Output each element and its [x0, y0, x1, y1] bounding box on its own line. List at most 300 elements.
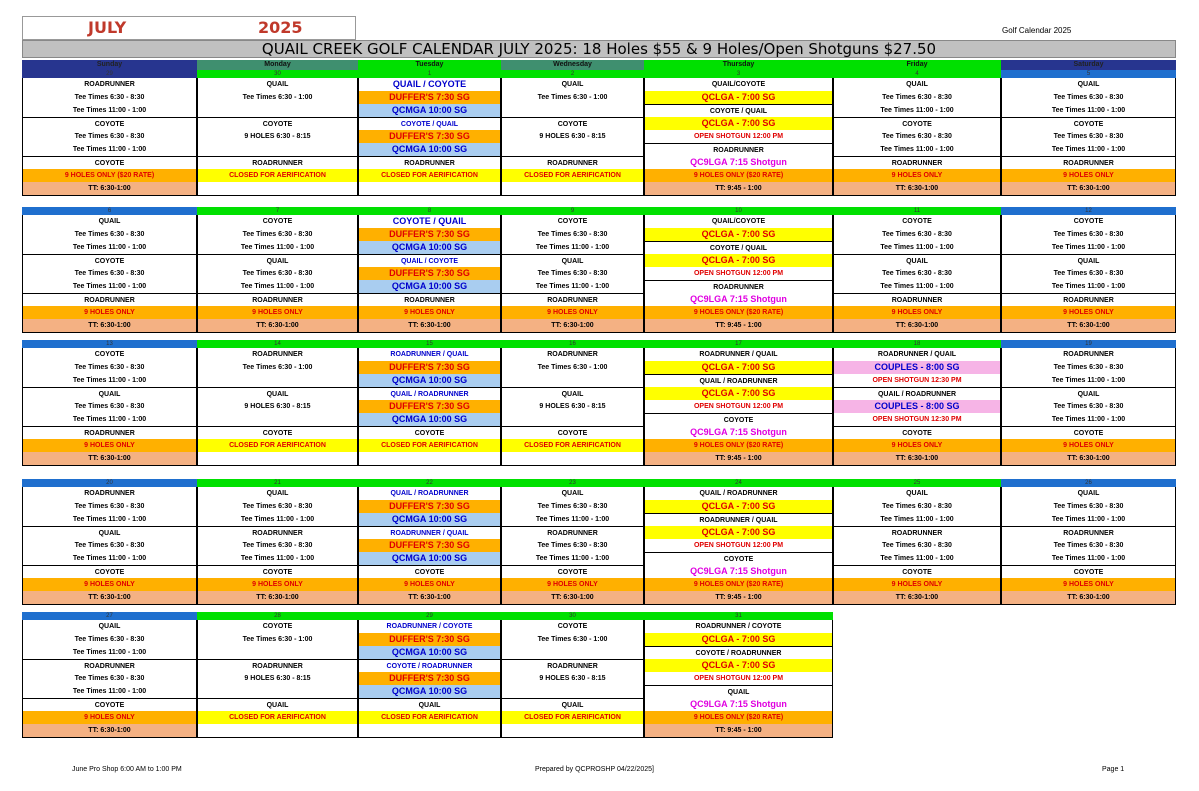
schedule-line: ROADRUNNER — [547, 351, 598, 358]
calendar-grid — [22, 60, 1176, 744]
schedule-line: QUAIL — [502, 387, 643, 401]
day-cell[interactable] — [358, 348, 501, 466]
schedule-line: QCMGA 10:00 SG — [359, 513, 500, 526]
schedule-line: CLOSED FOR AERIFICATION — [502, 439, 643, 452]
date-number: 23 — [501, 479, 644, 487]
schedule-line: Tee Times 11:00 - 1:00 — [72, 688, 147, 695]
schedule-line: OPEN SHOTGUN 12:00 PM — [693, 403, 784, 410]
schedule-line: QCLGA - 7:00 SG — [645, 254, 832, 267]
schedule-line: Tee Times 6:30 - 8:30 — [74, 94, 145, 101]
schedule-line: Tee Times 6:30 - 8:30 — [1053, 270, 1124, 277]
schedule-line: ROADRUNNER — [645, 143, 832, 157]
date-number: 31 — [644, 612, 833, 620]
schedule-line: ROADRUNNER — [23, 293, 196, 307]
schedule-line: Tee Times 11:00 - 1:00 — [1051, 283, 1126, 290]
day-cell[interactable] — [197, 487, 358, 605]
schedule-line: ROADRUNNER — [834, 293, 1000, 307]
schedule-line: QCLGA - 7:00 SG — [645, 91, 832, 104]
schedule-line: Tee Times 11:00 - 1:00 — [240, 516, 315, 523]
date-number: 12 — [1001, 207, 1176, 215]
day-cell[interactable] — [501, 215, 644, 333]
schedule-line: Tee Times 6:30 - 1:00 — [242, 636, 313, 643]
schedule-line: QUAIL — [1002, 387, 1175, 401]
calendar-title: QUAIL CREEK GOLF CALENDAR JULY 2025: 18 Holes $55 & 9 Holes/Open Shotguns $27.50 — [22, 40, 1176, 58]
day-header-sunday: Sunday — [22, 60, 197, 70]
day-cell[interactable] — [1001, 215, 1176, 333]
day-cell[interactable] — [22, 620, 197, 738]
schedule-line — [502, 104, 643, 117]
schedule-line: QUAIL / ROADRUNNER — [645, 374, 832, 388]
date-number: 10 — [644, 207, 833, 215]
schedule-line: 9 HOLES ONLY — [1002, 169, 1175, 182]
schedule-line — [198, 452, 357, 465]
schedule-line: Tee Times 6:30 - 8:30 — [537, 231, 608, 238]
day-cell[interactable] — [644, 348, 833, 466]
schedule-line: ROADRUNNER — [1063, 351, 1114, 358]
schedule-line — [502, 413, 643, 426]
schedule-line: TT: 9:45 - 1:00 — [645, 452, 832, 465]
schedule-line: Tee Times 11:00 - 1:00 — [72, 416, 147, 423]
schedule-line: Tee Times 11:00 - 1:00 — [72, 555, 147, 562]
schedule-line: QCMGA 10:00 SG — [359, 646, 500, 659]
schedule-line: QUAIL — [502, 698, 643, 712]
schedule-line: QCLGA - 7:00 SG — [645, 387, 832, 400]
schedule-line: Tee Times 11:00 - 1:00 — [1051, 244, 1126, 251]
schedule-line: QUAIL — [198, 254, 357, 268]
schedule-line: Tee Times 11:00 - 1:00 — [1051, 555, 1126, 562]
schedule-line: OPEN SHOTGUN 12:30 PM — [872, 416, 962, 423]
schedule-line — [502, 646, 643, 659]
schedule-line: COYOTE — [502, 426, 643, 440]
schedule-line: ROADRUNNER / QUAIL — [359, 526, 500, 540]
schedule-line: CLOSED FOR AERIFICATION — [359, 711, 500, 724]
schedule-line: TT: 6:30-1:00 — [1002, 452, 1175, 465]
schedule-line: COYOTE — [645, 413, 832, 427]
day-cell[interactable] — [501, 487, 644, 605]
schedule-line: QC9LGA 7:15 Shotgun — [690, 566, 787, 576]
schedule-line: Tee Times 11:00 - 1:00 — [72, 377, 147, 384]
schedule-line: QCMGA 10:00 SG — [359, 552, 500, 565]
day-cell[interactable] — [833, 487, 1001, 605]
schedule-line: Tee Times 6:30 - 8:30 — [882, 542, 952, 549]
day-cell[interactable] — [501, 78, 644, 196]
schedule-line: QUAIL — [1002, 254, 1175, 268]
schedule-line: TT: 6:30-1:00 — [834, 452, 1000, 465]
schedule-line: ROADRUNNER / QUAIL — [645, 513, 832, 527]
schedule-line: QUAIL/COYOTE — [711, 218, 766, 225]
schedule-line: 9 HOLES ONLY — [1002, 578, 1175, 591]
schedule-line: COYOTE — [1073, 218, 1104, 225]
schedule-line: Tee Times 11:00 - 1:00 — [535, 244, 610, 251]
schedule-line: Tee Times 6:30 - 8:30 — [74, 675, 145, 682]
schedule-line: Tee Times 6:30 - 8:30 — [74, 270, 145, 277]
schedule-line: QUAIL / ROADRUNNER — [834, 387, 1000, 401]
schedule-line: QC9LGA 7:15 Shotgun — [690, 699, 787, 709]
schedule-line: QUAIL — [98, 623, 121, 630]
schedule-line: 9 HOLES ONLY ($20 RATE) — [645, 578, 832, 591]
schedule-line: QUAIL — [906, 490, 928, 497]
schedule-line: Tee Times 11:00 - 1:00 — [72, 107, 147, 114]
schedule-line: TT: 9:45 - 1:00 — [645, 724, 832, 737]
schedule-line: QUAIL — [266, 81, 289, 88]
schedule-line — [502, 685, 643, 698]
day-cell[interactable] — [644, 487, 833, 605]
schedule-line: Tee Times 6:30 - 8:30 — [1053, 133, 1124, 140]
date-number: 16 — [501, 340, 644, 348]
day-cell[interactable] — [358, 620, 501, 738]
schedule-line: COYOTE / QUAIL — [392, 216, 467, 226]
schedule-line: 9 HOLES ONLY — [359, 306, 500, 319]
schedule-line: COYOTE — [359, 565, 500, 579]
schedule-line: Tee Times 6:30 - 8:30 — [74, 133, 145, 140]
schedule-line: Tee Times 6:30 - 8:30 — [882, 503, 952, 510]
schedule-line: DUFFER'S 7:30 SG — [359, 361, 500, 374]
date-number: 6 — [22, 207, 197, 215]
schedule-line — [198, 104, 357, 117]
schedule-line: Tee Times 11:00 - 1:00 — [1051, 516, 1126, 523]
schedule-line: DUFFER'S 7:30 SG — [359, 539, 500, 552]
schedule-line: QC9LGA 7:15 Shotgun — [690, 427, 787, 437]
schedule-line: Tee Times 11:00 - 1:00 — [72, 244, 147, 251]
schedule-line: QUAIL — [502, 254, 643, 268]
schedule-line: TT: 6:30-1:00 — [1002, 591, 1175, 604]
schedule-line: Tee Times 6:30 - 1:00 — [537, 636, 608, 643]
day-cell[interactable] — [358, 487, 501, 605]
schedule-line: QC9LGA 7:15 Shotgun — [690, 157, 787, 167]
date-number: 29 — [358, 612, 501, 620]
schedule-line: ROADRUNNER — [198, 293, 357, 307]
day-cell[interactable] — [22, 78, 197, 196]
schedule-line: ROADRUNNER — [645, 280, 832, 294]
schedule-line: ROADRUNNER / QUAIL — [699, 351, 778, 358]
schedule-line: QCMGA 10:00 SG — [359, 143, 500, 156]
schedule-line: ROADRUNNER — [198, 659, 357, 673]
schedule-line: COYOTE — [23, 698, 196, 712]
schedule-line: ROADRUNNER — [1002, 293, 1175, 307]
footer-middle: Prepared by QCPROSHP 04/22/2025] — [535, 766, 654, 773]
day-cell[interactable] — [22, 215, 197, 333]
schedule-line: COYOTE / QUAIL — [645, 104, 832, 118]
schedule-line: OPEN SHOTGUN 12:00 PM — [693, 270, 784, 277]
schedule-line: QUAIL / COYOTE — [359, 254, 500, 268]
schedule-line: QUAIL — [561, 81, 584, 88]
day-cell[interactable] — [501, 620, 644, 738]
schedule-line: DUFFER'S 7:30 SG — [359, 500, 500, 513]
date-number: 28 — [197, 612, 358, 620]
schedule-line: QUAIL — [198, 698, 357, 712]
schedule-line — [502, 143, 643, 156]
schedule-line: ROADRUNNER — [359, 156, 500, 170]
schedule-line: 9 HOLES ONLY — [502, 578, 643, 591]
schedule-line: 9 HOLES ONLY — [198, 306, 357, 319]
schedule-line: QCLGA - 7:00 SG — [645, 659, 832, 672]
date-number: 15 — [358, 340, 501, 348]
schedule-line: QUAIL / ROADRUNNER — [699, 490, 778, 497]
schedule-line: QUAIL — [23, 526, 196, 540]
schedule-line: Tee Times 11:00 - 1:00 — [1051, 377, 1126, 384]
schedule-line: Tee Times 6:30 - 8:30 — [74, 231, 145, 238]
schedule-line: TT: 6:30-1:00 — [502, 591, 643, 604]
schedule-line: COYOTE / ROADRUNNER — [359, 659, 500, 673]
schedule-line: QCMGA 10:00 SG — [359, 685, 500, 698]
day-cell[interactable] — [833, 78, 1001, 196]
schedule-line: DUFFER'S 7:30 SG — [359, 633, 500, 646]
schedule-line — [198, 182, 357, 195]
schedule-line: Tee Times 6:30 - 8:30 — [74, 364, 145, 371]
schedule-line: TT: 6:30-1:00 — [23, 591, 196, 604]
schedule-line: Tee Times 6:30 - 8:30 — [1053, 364, 1124, 371]
schedule-line: ROADRUNNER / COYOTE — [386, 623, 473, 630]
schedule-line: QUAIL — [1077, 490, 1100, 497]
schedule-line — [359, 182, 500, 195]
schedule-line: Tee Times 11:00 - 1:00 — [240, 244, 315, 251]
schedule-line: TT: 6:30-1:00 — [23, 182, 196, 195]
schedule-line: COYOTE — [1002, 117, 1175, 131]
schedule-line: QUAIL — [645, 685, 832, 699]
schedule-line: Tee Times 11:00 - 1:00 — [72, 516, 147, 523]
year-label: 2025 — [258, 18, 303, 37]
date-number: 4 — [833, 70, 1001, 78]
day-cell[interactable] — [501, 348, 644, 466]
schedule-line: COYOTE — [262, 218, 293, 225]
schedule-line: TT: 9:45 - 1:00 — [645, 319, 832, 332]
schedule-line: Tee Times 11:00 - 1:00 — [880, 146, 954, 153]
date-number: 11 — [833, 207, 1001, 215]
schedule-line: CLOSED FOR AERIFICATION — [502, 169, 643, 182]
schedule-line: ROADRUNNER — [1002, 156, 1175, 170]
schedule-line: Tee Times 11:00 - 1:00 — [535, 555, 610, 562]
schedule-line: TT: 6:30-1:00 — [1002, 319, 1175, 332]
schedule-line: 9 HOLES ONLY ($20 RATE) — [23, 169, 196, 182]
schedule-line: ROADRUNNER / QUAIL — [390, 351, 469, 358]
schedule-line: DUFFER'S 7:30 SG — [359, 91, 500, 104]
day-cell[interactable] — [358, 78, 501, 196]
day-cell[interactable] — [197, 620, 358, 738]
date-number: 5 — [1001, 70, 1176, 78]
schedule-line — [198, 646, 357, 659]
schedule-line: 9 HOLES ONLY — [198, 578, 357, 591]
schedule-line: COUPLES - 8:00 SG — [834, 361, 1000, 374]
schedule-line: TT: 6:30-1:00 — [834, 182, 1000, 195]
schedule-line: COYOTE — [557, 218, 588, 225]
schedule-line: COYOTE — [502, 565, 643, 579]
schedule-line: QUAIL / COYOTE — [392, 79, 467, 89]
day-cell[interactable] — [1001, 487, 1176, 605]
schedule-line — [502, 374, 643, 387]
schedule-line: COUPLES - 8:00 SG — [834, 400, 1000, 413]
schedule-line: QUAIL — [266, 490, 289, 497]
schedule-line: CLOSED FOR AERIFICATION — [198, 169, 357, 182]
schedule-line: COYOTE — [23, 254, 196, 268]
schedule-line: 9 HOLES ONLY — [834, 169, 1000, 182]
schedule-line: Tee Times 6:30 - 8:30 — [242, 503, 313, 510]
day-header-tuesday: Tuesday — [358, 60, 501, 70]
schedule-line: Tee Times 11:00 - 1:00 — [240, 555, 315, 562]
date-number: 21 — [197, 479, 358, 487]
schedule-line: CLOSED FOR AERIFICATION — [198, 439, 357, 452]
schedule-line: Tee Times 6:30 - 8:30 — [537, 503, 608, 510]
schedule-line: Tee Times 6:30 - 1:00 — [242, 94, 313, 101]
schedule-line: COYOTE — [834, 565, 1000, 579]
date-number: 24 — [644, 479, 833, 487]
schedule-line: DUFFER'S 7:30 SG — [359, 672, 500, 685]
schedule-line: Tee Times 6:30 - 8:30 — [242, 270, 313, 277]
schedule-line: Tee Times 11:00 - 1:00 — [880, 283, 954, 290]
schedule-line: COYOTE — [1002, 565, 1175, 579]
footer-page: Page 1 — [1102, 766, 1125, 773]
day-cell[interactable] — [644, 215, 833, 333]
day-cell[interactable] — [644, 620, 833, 738]
day-cell[interactable] — [197, 78, 358, 196]
schedule-line: 9 HOLES ONLY — [23, 711, 196, 724]
schedule-line: Tee Times 11:00 - 1:00 — [535, 516, 610, 523]
schedule-line: 9 HOLES ONLY — [834, 439, 1000, 452]
schedule-line: COYOTE / QUAIL — [645, 241, 832, 255]
schedule-line: Tee Times 11:00 - 1:00 — [1051, 146, 1126, 153]
schedule-line: 9 HOLES ONLY — [23, 306, 196, 319]
schedule-line: 9 HOLES ONLY ($20 RATE) — [645, 711, 832, 724]
schedule-line: COYOTE / ROADRUNNER — [645, 646, 832, 660]
header-note: Golf Calendar 2025 — [1002, 26, 1072, 35]
schedule-line: 9 HOLES 6:30 - 8:15 — [539, 403, 606, 410]
date-number: 29 — [22, 70, 197, 78]
schedule-line — [198, 685, 357, 698]
schedule-line: TT: 6:30-1:00 — [359, 591, 500, 604]
schedule-line: QUAIL — [198, 387, 357, 401]
date-number: 18 — [833, 340, 1001, 348]
schedule-line: ROADRUNNER — [23, 659, 196, 673]
schedule-line: COYOTE — [645, 552, 832, 566]
schedule-line: Tee Times 6:30 - 8:30 — [537, 270, 608, 277]
day-cell[interactable] — [833, 348, 1001, 466]
schedule-line: Tee Times 6:30 - 1:00 — [242, 364, 313, 371]
schedule-line: CLOSED FOR AERIFICATION — [359, 169, 500, 182]
schedule-line: Tee Times 6:30 - 8:30 — [1053, 403, 1124, 410]
schedule-line: ROADRUNNER — [359, 293, 500, 307]
schedule-line: COYOTE — [262, 623, 293, 630]
day-cell[interactable] — [1001, 78, 1176, 196]
schedule-line — [359, 452, 500, 465]
schedule-line: Tee Times 11:00 - 1:00 — [880, 244, 954, 251]
day-cell[interactable] — [22, 487, 197, 605]
schedule-line — [198, 413, 357, 426]
schedule-line: QUAIL — [359, 698, 500, 712]
schedule-line: Tee Times 6:30 - 8:30 — [1053, 231, 1124, 238]
schedule-line: QCLGA - 7:00 SG — [645, 117, 832, 130]
schedule-line: ROADRUNNER — [198, 526, 357, 540]
schedule-line: COYOTE — [359, 426, 500, 440]
schedule-line: Tee Times 6:30 - 8:30 — [1053, 542, 1124, 549]
schedule-line: OPEN SHOTGUN 12:00 PM — [693, 675, 784, 682]
schedule-line: QCLGA - 7:00 SG — [645, 526, 832, 539]
schedule-line: COYOTE / QUAIL — [359, 117, 500, 131]
schedule-line: Tee Times 6:30 - 8:30 — [74, 503, 145, 510]
schedule-line: Tee Times 6:30 - 8:30 — [242, 542, 313, 549]
schedule-line: 9 HOLES ONLY — [359, 578, 500, 591]
schedule-line — [198, 143, 357, 156]
schedule-line: COYOTE — [198, 565, 357, 579]
schedule-line: QCLGA - 7:00 SG — [645, 361, 832, 374]
date-number: 2 — [501, 70, 644, 78]
day-cell[interactable] — [1001, 348, 1176, 466]
schedule-line: Tee Times 11:00 - 1:00 — [880, 555, 954, 562]
date-number: 26 — [1001, 479, 1176, 487]
day-header-wednesday: Wednesday — [501, 60, 644, 70]
schedule-line: COYOTE — [902, 218, 932, 225]
schedule-line: 9 HOLES 6:30 - 8:15 — [244, 675, 311, 682]
schedule-line: ROADRUNNER — [502, 526, 643, 540]
day-cell[interactable] — [197, 348, 358, 466]
schedule-line: ROADRUNNER — [834, 156, 1000, 170]
schedule-line: 9 HOLES ONLY — [834, 578, 1000, 591]
schedule-line: Tee Times 6:30 - 8:30 — [74, 636, 145, 643]
schedule-line: QC9LGA 7:15 Shotgun — [690, 294, 787, 304]
schedule-line: ROADRUNNER — [502, 156, 643, 170]
schedule-line: DUFFER'S 7:30 SG — [359, 267, 500, 280]
schedule-line: 9 HOLES ONLY ($20 RATE) — [645, 439, 832, 452]
schedule-line: ROADRUNNER / QUAIL — [877, 351, 957, 358]
schedule-line: ROADRUNNER / COYOTE — [695, 623, 782, 630]
schedule-line: QUAIL/COYOTE — [711, 81, 766, 88]
schedule-line: COYOTE — [198, 426, 357, 440]
schedule-line: COYOTE — [23, 156, 196, 170]
schedule-line: TT: 6:30-1:00 — [502, 319, 643, 332]
day-cell[interactable] — [358, 215, 501, 333]
schedule-line: COYOTE — [834, 426, 1000, 440]
schedule-line: Tee Times 11:00 - 1:00 — [1051, 107, 1126, 114]
schedule-line: Tee Times 11:00 - 1:00 — [72, 283, 147, 290]
schedule-line: COYOTE — [23, 117, 196, 131]
schedule-line: QUAIL — [906, 81, 928, 88]
schedule-line: TT: 9:45 - 1:00 — [645, 182, 832, 195]
day-cell[interactable] — [644, 78, 833, 196]
date-number: 22 — [358, 479, 501, 487]
schedule-line — [359, 724, 500, 737]
schedule-line — [502, 724, 643, 737]
schedule-line: QUAIL — [1077, 81, 1100, 88]
schedule-line: Tee Times 6:30 - 1:00 — [537, 364, 608, 371]
day-header-monday: Monday — [197, 60, 358, 70]
schedule-line: 9 HOLES 6:30 - 8:15 — [539, 675, 606, 682]
schedule-line: Tee Times 6:30 - 1:00 — [537, 94, 608, 101]
day-cell[interactable] — [197, 215, 358, 333]
schedule-line: ROADRUNNER — [1002, 526, 1175, 540]
schedule-line: ROADRUNNER — [502, 293, 643, 307]
schedule-line: QCMGA 10:00 SG — [359, 280, 500, 293]
schedule-line: TT: 6:30-1:00 — [834, 319, 1000, 332]
date-number: 9 — [501, 207, 644, 215]
schedule-line — [198, 724, 357, 737]
schedule-line: ROADRUNNER — [252, 351, 303, 358]
schedule-line: QUAIL — [98, 218, 121, 225]
schedule-line: OPEN SHOTGUN 12:30 PM — [872, 377, 962, 384]
schedule-line: CLOSED FOR AERIFICATION — [359, 439, 500, 452]
schedule-line: QCMGA 10:00 SG — [359, 241, 500, 254]
schedule-line: Tee Times 6:30 - 8:30 — [882, 133, 952, 140]
schedule-line: Tee Times 6:30 - 8:30 — [242, 231, 313, 238]
schedule-line: QCMGA 10:00 SG — [359, 104, 500, 117]
schedule-line: 9 HOLES 6:30 - 8:15 — [244, 403, 311, 410]
schedule-line: 9 HOLES ONLY — [834, 306, 1000, 319]
schedule-line: COYOTE — [502, 117, 643, 131]
schedule-line: ROADRUNNER — [834, 526, 1000, 540]
day-cell[interactable] — [22, 348, 197, 466]
day-cell[interactable] — [833, 215, 1001, 333]
schedule-line: ROADRUNNER — [502, 659, 643, 673]
schedule-line: Tee Times 11:00 - 1:00 — [880, 107, 954, 114]
schedule-line: 9 HOLES ONLY — [1002, 439, 1175, 452]
schedule-line: Tee Times 6:30 - 8:30 — [74, 542, 145, 549]
